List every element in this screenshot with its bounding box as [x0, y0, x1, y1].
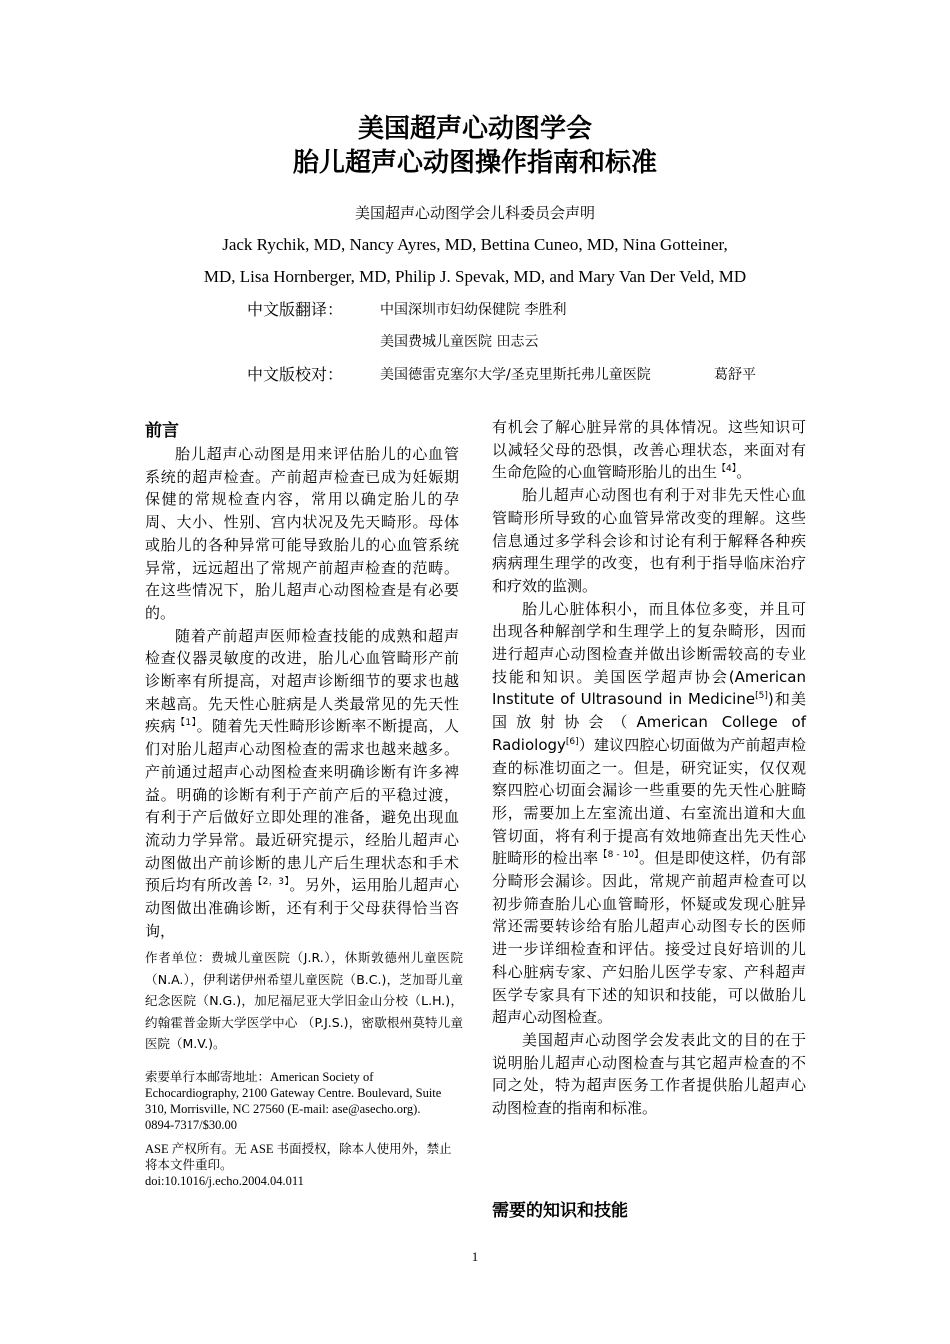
citation-8-10[interactable]: 【8 - 10】 — [598, 850, 640, 861]
citation-4[interactable]: 【4】 — [717, 464, 737, 475]
title-line-1: 美国超声心动图学会 — [357, 114, 592, 144]
correspondence-address: 索要单行本邮寄地址：American Society of Echocardiography, 2100 Gateway Centre. Boulevard, Suite 310, Morrisville, NC 27560 (E-mail: ase@asecho.org). — [145, 1070, 442, 1116]
citation-6[interactable]: [6] — [565, 736, 579, 747]
committee-statement: 美国超声心动图学会儿科委员会声明 — [354, 204, 595, 222]
price-code: 0894-7317/$30.00 — [145, 1118, 238, 1132]
citation-5[interactable]: [5] — [755, 691, 768, 702]
title-line-2: 胎儿超声心动图操作指南和标准 — [292, 148, 657, 178]
left-column — [145, 416, 459, 942]
right-paragraph-0: 有机会了解心脏异常的具体情况。这些知识可以减轻父母的恐惧，改善心理状态，来面对有生命危险的心血管畸形胎儿的出生$^{【4】}$。 — [492, 418, 806, 482]
authors-line-2: MD, Lisa Hornberger, MD, Philip J. Spevak, MD, and Mary Van Der Veld, MD — [203, 267, 747, 286]
right-column — [492, 416, 806, 1120]
translation-label: 中文版翻译： — [247, 300, 344, 319]
preface-paragraph-2: 随着产前超声医师检查技能的成熟和超声检查仪器灵敏度的改进，胎儿心血管畸形产前诊断率有所提高，对超声诊断细节的要求也越来越高。先天性心脏病是人类最常见的先天性疾病$^{【1】}$。随着先天性畸形诊断率不断提高，人们对胎儿超声心动图检查的需求也越来越多。产前通过超声心动图检查来明确诊断有许多裨益。明确的诊断有利于产前产后的平稳过渡，有利于产后做好立即处理的准备，避免出现血流动力学异常。最近研究提示，经胎儿超声心动图做出产前诊断的患儿产后生理状态和手术预后均有所改善$^{【2,3】}$。另外，运用胎儿超声心动图做出准确诊断，还有利于父母获得恰当咨询， — [145, 626, 459, 940]
review-label: 中文版校对： — [247, 365, 344, 384]
right-paragraph-1: 胎儿超声心动图也有利于对非先天性心血管畸形所导致的心血管异常改变的理解。这些信息通过多学科会诊和讨论有利于解释各种疾病病理生理学的改变，也有利于指导临床治疗和疗效的监测。 — [492, 486, 806, 595]
page-number: 1 — [471, 1249, 479, 1264]
left-footnotes — [145, 947, 463, 1055]
preface-paragraph-1: 胎儿超声心动图是用来评估胎儿的心血管系统的超声检查。产前超声检查已成为妊娠期保健的常规检查内容，常用以确定胎儿的孕周、大小、性别、宫内状况及先天畸形。母体或胎儿的各种异常可能导致胎儿的心血管系统异常，远远超出了常规产前超声检查的范畴。在这些情况下，胎儿超声心动图检查是有必要的。 — [145, 445, 459, 622]
reviewer-name: 葛舒平 — [714, 367, 756, 383]
author-affiliations: 作者单位：费城儿童医院（J.R.），休斯敦德州儿童医院（N.A.），伊利诺伊州希望儿童医院（B.C.)，芝加哥儿童纪念医院（N.G.)，加尼福尼亚大学旧金山分校（L.H.)，约翰霍普金斯大学医学中心 （P.J.S.)，密歇根州莫特儿童医院（M.V.)。 — [145, 950, 463, 1051]
citation-1[interactable]: 【1】 — [175, 718, 197, 729]
copyright-notice: ASE 产权所有。无 ASE 书面授权，除本人使用外，禁止将本文件重印。 — [145, 1142, 452, 1172]
reviewer-organization: 美国德雷克塞尔大学/圣克里斯托弗儿童医院 — [380, 367, 651, 383]
correspondence-block — [145, 1069, 463, 1189]
section-heading-knowledge-skills: 需要的知识和技能 — [492, 1201, 628, 1221]
translator-1: 中国深圳市妇幼保健院 李胜利 — [380, 302, 567, 318]
authors-line-1: Jack Rychik, MD, Nancy Ayres, MD, Bettina Cuneo, MD, Nina Gotteiner, — [222, 235, 728, 254]
right-paragraph-2: 胎儿心脏体积小，而且体位多变，并且可出现各种解剖学和生理学上的复杂畸形，因而进行超声心动图检查并做出诊断需较高的专业技能和知识。美国医学超声协会(American Institute of Ultrasound in Medicine[5])和美国放射协会（American College of Radiology[6]）建议四腔心切面做为产前超声检查的标准切面之一。但是，研究证实，仅仅观察四腔心切面会漏诊一些重要的先天性心脏畸形，需要加上左室流出道、右室流出道和大血管切面，将有利于提高有效地筛查出先天性心脏畸形的检出率$^{【8 - 10】}$。但是即使这样，仍有部分畸形会漏诊。因此，常规产前超声检查可以初步筛查胎儿心血管畸形，怀疑或发现心脏异常还需要转诊给有胎儿超声心动图专长的医师进一步详细检查和评估。接受过良好培训的儿科心脏病专家、产妇胎儿医学专家、产科超声医学专家具有下述的知识和技能，可以做胎儿超声心动图检查。 — [492, 599, 807, 1027]
citation-2-3[interactable]: 【2，3】 — [253, 877, 290, 888]
doi: doi:10.1016/j.echo.2004.04.011 — [145, 1174, 304, 1188]
right-paragraph-3: 美国超声心动图学会发表此文的目的在于说明胎儿超声心动图检查与其它超声检查的不同之处，特为超声医务工作者提供胎儿超声心动图检查的指南和标准。 — [492, 1030, 806, 1118]
translator-2: 美国费城儿童医院 田志云 — [380, 334, 539, 350]
section-heading-preface: 前言 — [145, 421, 179, 441]
